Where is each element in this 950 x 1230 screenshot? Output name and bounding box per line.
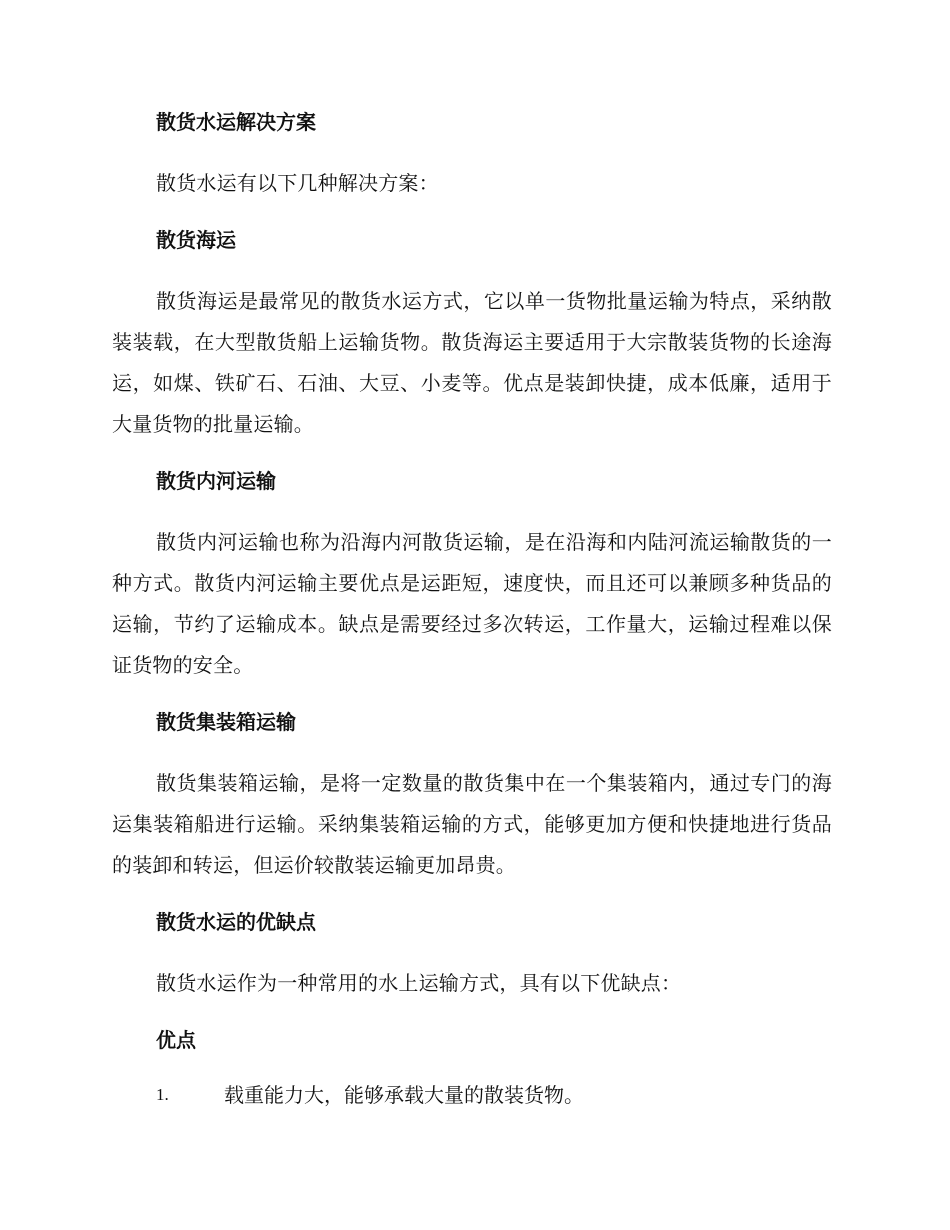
section-text-river: 散货内河运输也称为沿海内河散货运输，是在沿海和内陆河流运输散货的一种方式。散货内河运输主要优点是运距短，速度快，而且还可以兼顾多种货品的运输，节约了运输成本。缺点是需要经过多次转运，工作量大，运输过程难以保证货物的安全。: [112, 530, 832, 677]
section-heading-container: 散货集装箱运输: [156, 710, 296, 734]
list-item-text: 载重能力大，能够承载大量的散装货物。: [224, 1083, 584, 1107]
section-heading-sea: 散货海运: [156, 228, 236, 252]
document-page: [112, 108, 832, 1109]
document-title: 散货水运解决方案: [156, 110, 316, 134]
intro-paragraph: 散货水运有以下几种解决方案：: [156, 171, 439, 195]
list-item-number: 1.: [156, 1085, 169, 1104]
advantages-heading: 优点: [156, 1028, 196, 1052]
section-text-sea: 散货海运是最常见的散货水运方式，它以单一货物批量运输为特点，采纳散装装载，在大型散货船上运输货物。散货海运主要适用于大宗散装货物的长途海运，如煤、铁矿石、石油、大豆、小麦等。优点是装卸快捷，成本低廉，适用于大量货物的批量运输。: [112, 289, 832, 436]
section-text-pros-cons: 散货水运作为一种常用的水上运输方式，具有以下优缺点：: [156, 971, 682, 995]
section-heading-river: 散货内河运输: [156, 469, 276, 493]
list-item: [112, 1081, 832, 1109]
section-heading-pros-cons: 散货水运的优缺点: [156, 910, 316, 934]
section-text-container: 散货集装箱运输，是将一定数量的散货集中在一个集装箱内，通过专门的海运集装箱船进行运输。采纳集装箱运输的方式，能够更加方便和快捷地进行货品的装卸和转运，但运价较散装运输更加昂贵。: [112, 771, 832, 877]
